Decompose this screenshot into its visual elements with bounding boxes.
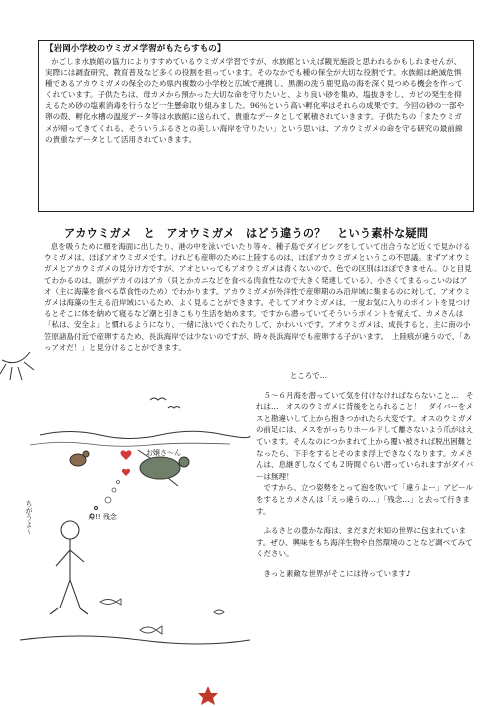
- birds-icon: [150, 398, 180, 408]
- paragraph-avoid-tip: ですから、立つ姿勢をとって泡を吹いて「違うよー」アピールをするとカメさんは「えっ違うの…」「残念…」と去って行きます。: [256, 483, 473, 516]
- paragraph-tokorode: ところで…: [289, 371, 328, 380]
- diver-speech-bubble-1: ちがうよ〜: [25, 500, 33, 535]
- bubbles-icon: [105, 481, 120, 504]
- turtle-speech-bubble: お嬢さ〜ん: [146, 449, 181, 457]
- paragraph-hometown-sea: ふるさとの豊かな海は、まだまだ未知の世界に包まれています。ぜひ、興味をもち海洋生物や自然環境のことなど調べてみてください。: [256, 526, 473, 559]
- sun-icon: [0, 352, 34, 380]
- info-box: [38, 40, 474, 212]
- info-box-title: 【岩岡小学校のウミガメ学習がもたらすもの】: [45, 44, 226, 54]
- small-turtle-icon: [70, 451, 89, 466]
- article-body-bottom: [256, 370, 474, 580]
- section-heading: アカウミガメ と アオウミガメ はどう違うの？ という素朴な疑問: [64, 227, 429, 240]
- fish-icon: [100, 599, 224, 634]
- sea-surface-line: [40, 431, 250, 438]
- seabed-line: [20, 636, 250, 644]
- diver-speech-bubble-2: ん!! 残念: [88, 513, 117, 521]
- starfish-icon: [198, 686, 218, 705]
- info-box-body: かごしま水族館の協力によりすすめているウミガメ学習ですが、水族館といえば観光施設と思われるかもしれませんが、実際には調査研究、教育普及など多くの役割を担っています。そのなかでも種の保全が大切な役割です。水族館は絶滅危惧種であるアカウミガメの保全のため県内複数の小学校と広域で連携し、黒潮の洗う鹿児島の海を深く見つめる機会を作ってくれています。子供たちは、母カメから預かった大切な命を守りたいと、より良い砂を集め、塩抜きをし、カビの発生を抑えるため砂の塩素消毒を行うなど一生懸命取り組みました。96％という高い孵化率はそれらの成果です。今回の砂の一部や卵の殻、孵化水槽の温度データ等は水族館に送られて、貴重なデータとして累積されていきます。子供たちの「またウミガメが帰ってきてくれる、そういうふるさとの美しい海岸を守りたい」という思いは、アカウミガメの命を守る研究の最前線の貴重なデータとして活用されていきます。: [45, 57, 465, 144]
- paragraph-male-turtle-warning: ５～６月海を潜っていて気を付けなければならないこと… それは… オスのウミガメに背後をとられること！ ダイバーをメスと勘違いして上から抱きつかれたら大変です。オスのウミガメの前足には、メスをがっちりホールドして離さないよう爪がはえています。そんなのにつかまれて上から覆い被されば脱出困難となったら、下手をするとそのまま浮上できなくなります。カメさんは、息継ぎしなくても２時間ぐらい潜っていられますがダイバーは無理！: [256, 390, 474, 481]
- heart-icon: [121, 450, 132, 476]
- diver-icon: [50, 507, 98, 615]
- paragraph-closing: きっと素敵な世界がそこには待っています♪: [263, 568, 411, 578]
- article-body-top: 息を吸うために顔を海面に出したり、港の中を泳いでいたり等々、種子島でダイビングをしていて出合うなど近くで見かけるウミガメは、ほぼアオウミガメです。けれども産卵のために上陸するのは、ほぼアカウミガメというこの不思議。まずアオウミガメとアカウミガメの見分け方ですが、アオといってもアオウミガメは青くないので、色での区別はほぼできません。ひと目見てわかるのは、頭がデカイのはアカ（貝とかカニなどを食べる肉食性なので大きく発達している）、小さくてまるっこいのはアオ（主に海藻を食べる草食性のため）でわかります。アカウミガメが外洋性で産卵期のみ沿岸域に集まるのに対して、アオウミガメは海藻の生える沿岸域にいるため、よく見ることができます。そしてアオウミガメは、一度お気に入りのポイントを見つけるとそこに体を納めて寝るなど潮と引きこもり生活を始めます。ですから潜っていてそういうポイントを覚えて、カメさんは「私は、安全よ」と慣れるようになり、一緒に泳いでくれたりして、かわいいです。アオウミガメは、成長すると、主に南の小笠原諸島付近で産卵するため、長浜海岸では少ないのですが、時々長浜海岸でも産卵する子がいます。 上陸痕が違うので、「あっアオだ！」と見分けることができます。: [44, 242, 472, 352]
